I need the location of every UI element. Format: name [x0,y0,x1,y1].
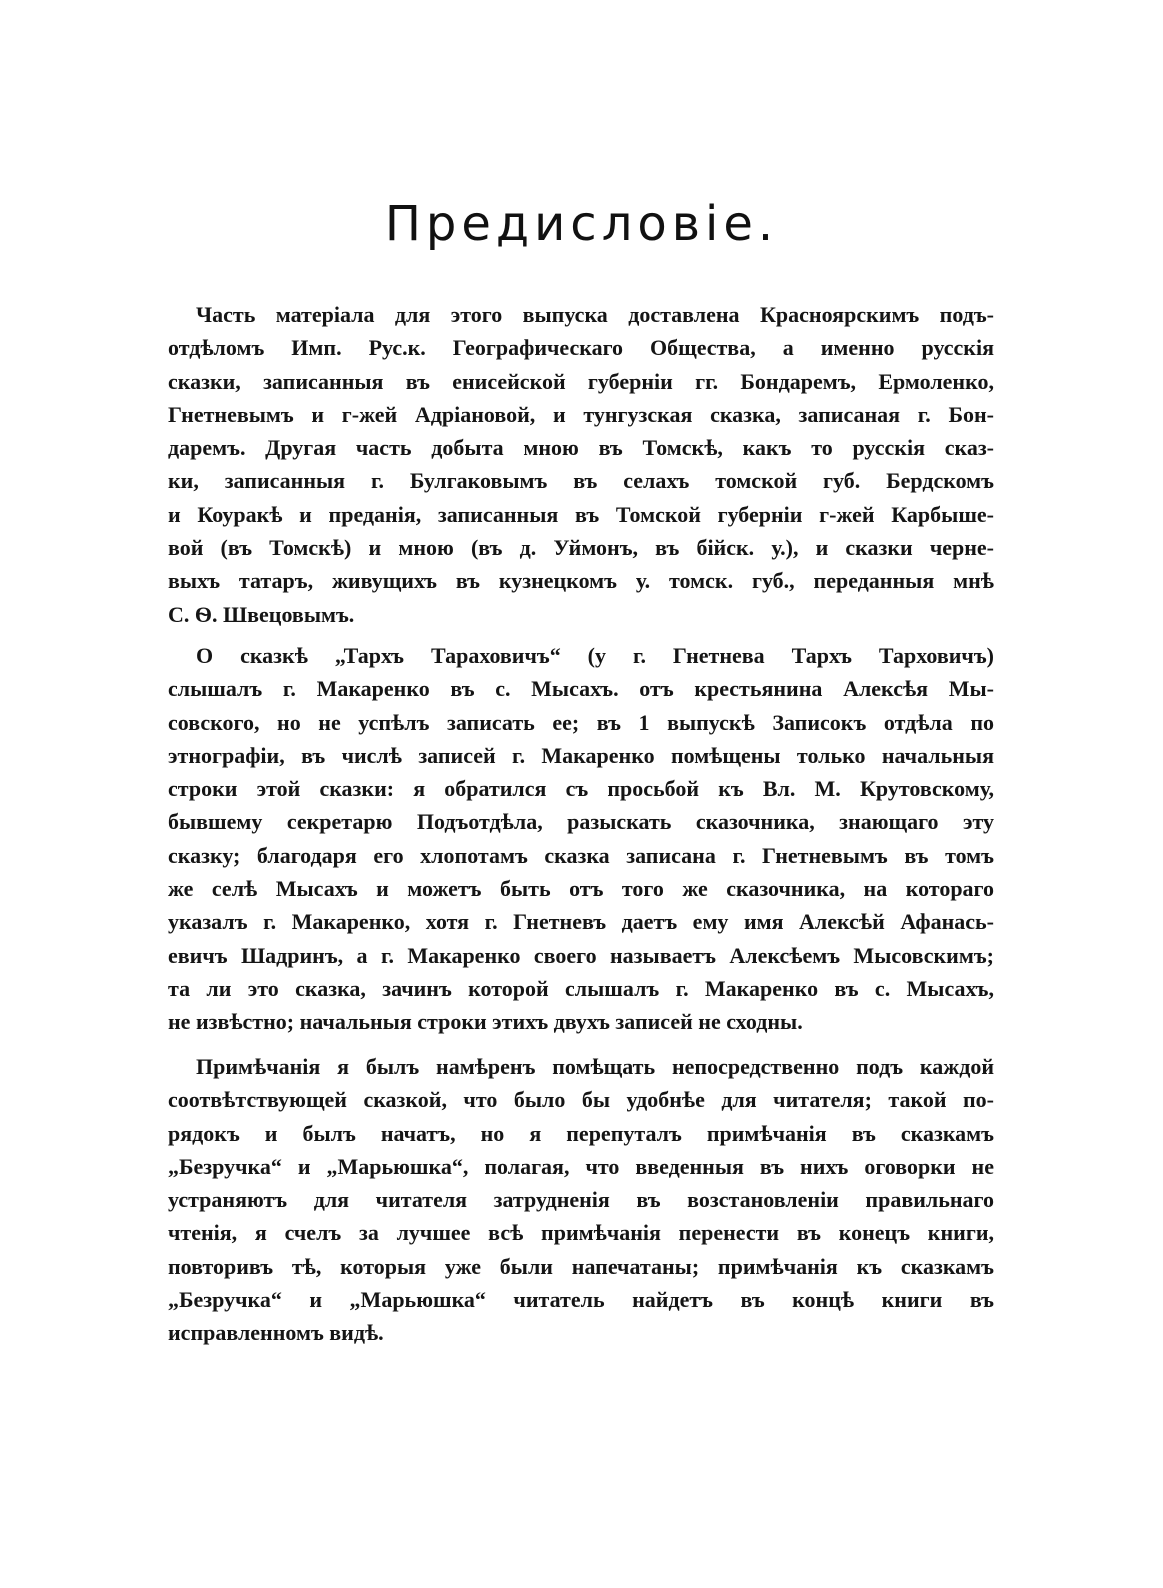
text-line: и Коуракѣ и преданія, записанныя въ Томской губерніи г-жей Карбыше- [168,501,994,527]
text-line: чтенія, я счелъ за лучшее всѣ примѣчанія перенести въ конецъ книги, [168,1220,994,1246]
text-line: та ли это сказка, зачинъ которой слышалъ г. Макаренко въ с. Мысахъ, [168,975,994,1001]
text-line: указалъ г. Макаренко, хотя г. Гнетневъ даетъ ему имя Алексѣй Афанась- [168,909,994,935]
text-line: Примѣчанія я былъ намѣренъ помѣщать непосредственно подъ каждой [196,1054,994,1079]
text-line: вой (въ Томскѣ) и мною (въ д. Уймонъ, въ бійск. у.), и сказки черне- [168,535,994,561]
text-line: ки, записанныя г. Булгаковымъ въ селахъ томской губ. Бердскомъ [168,468,994,494]
text-line: сказку; благодаря его хлопотамъ сказка записана г. Гнетневымъ въ томъ [168,842,994,868]
text-line: выхъ татаръ, живущихъ въ кузнецкомъ у. томск. губ., переданныя мнѣ [168,568,994,594]
text-line: О сказкѣ „Тархъ Тараховичъ“ (у г. Гнетнева Тархъ Тарховичъ) [196,643,994,668]
text-line: бывшему секретарю Подъотдѣла, разыскать сказочника, знающаго эту [168,809,994,835]
text-line: слышалъ г. Макаренко въ с. Мысахъ. отъ крестьянина Алексѣя Мы- [168,676,994,702]
paragraph-3 [168,1050,994,1350]
text-line: С. Ѳ. Швецовымъ. [168,601,355,627]
text-line: даремъ. Другая часть добыта мною въ Томскѣ, какъ то русскія сказ- [168,435,994,461]
paragraph-2 [168,639,994,1039]
text-line: сказки, записанныя въ енисейской губерніи гг. Бондаремъ, Ермоленко, [168,368,994,394]
page-title: Предисловіе. [384,196,779,252]
text-line: Часть матеріала для этого выпуска доставлена Красноярскимъ подъ- [196,302,994,327]
text-line: же селѣ Мысахъ и можетъ быть отъ того же сказочника, на котораго [168,876,994,902]
text-line: „Безручка“ и „Марьюшка“, полагая, что введенныя въ нихъ оговорки не [168,1153,994,1179]
text-line: совского, но не успѣлъ записать ее; въ 1 выпускѣ Записокъ отдѣла по [168,709,994,735]
text-line: рядокъ и былъ начатъ, но я перепуталъ примѣчанія въ сказкамъ [168,1120,994,1146]
text-line: Гнетневымъ и г-жей Адріановой, и тунгузская сказка, записаная г. Бон- [168,401,994,427]
text-line: этнографіи, въ числѣ записей г. Макаренко помѣщены только начальныя [168,742,994,768]
text-line: исправленномъ видѣ. [168,1320,384,1346]
text-line: устраняютъ для читателя затрудненія въ возстановленіи правильнаго [168,1187,994,1213]
paragraph-1 [168,298,994,631]
text-line: „Безручка“ и „Марьюшка“ читатель найдетъ въ концѣ книги въ [168,1287,994,1313]
text-line: строки этой сказки: я обратился съ просьбой къ Вл. М. Крутовскому, [168,776,994,802]
text-line: соотвѣтствующей сказкой, что было бы удобнѣе для читателя; такой по- [168,1087,994,1113]
text-line: евичъ Шадринъ, а г. Макаренко своего называетъ Алексѣемъ Мысовскимъ; [168,942,994,968]
text-line: отдѣломъ Имп. Рус.к. Географическаго Общества, а именно русскія [168,335,994,361]
text-line: повторивъ тѣ, которыя уже были напечатаны; примѣчанія къ сказкамъ [168,1253,994,1279]
text-line: не извѣстно; начальныя строки этихъ двухъ записей не сходны. [168,1009,803,1035]
